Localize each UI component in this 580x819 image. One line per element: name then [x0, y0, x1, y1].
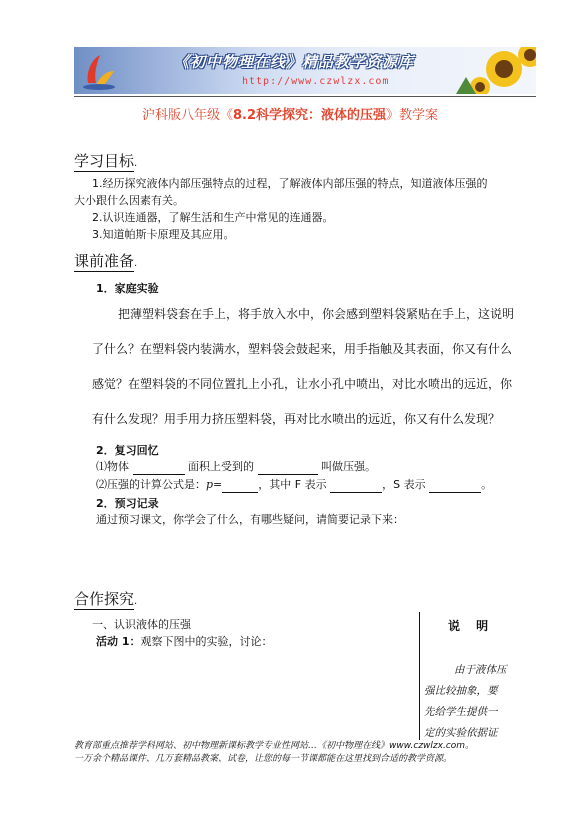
- home-exp-line-1: 把薄塑料袋套在手上，将手放入水中，你会感到塑料袋紧贴在手上，这说明: [118, 307, 515, 321]
- footer: [74, 740, 474, 766]
- footer-line-1: 教育部重点推荐学科网站、初中物理新课标教学专业性网站…《初中物理在线》www.czwlzx.com。: [74, 741, 475, 751]
- page-title: [0, 104, 580, 123]
- goal-1b: 大小跟什么因素有关。: [74, 194, 184, 207]
- answer-blank[interactable]: [258, 463, 318, 475]
- coop-heading: 合作探究.: [74, 590, 138, 608]
- preview-text: 通过预习课文，你学会了什么，有哪些疑问，请简要记录下来：: [96, 513, 404, 526]
- banner-url[interactable]: http://www.czwlzx.com: [242, 76, 390, 87]
- preview-title: 2．预习记录: [96, 497, 159, 510]
- review-q2: ⑵压强的计算公式是：p= ，其中 F 表示 ，S 表示 。: [96, 478, 493, 491]
- banner-title: 《初中物理在线》精品教学资源库: [174, 53, 415, 71]
- home-exp-line-4: 有什么发现？用手用力挤压塑料袋，再对比水喷出的远近，你又有什么发现？: [92, 412, 501, 426]
- title-prefix: 沪科版八年级《: [141, 108, 233, 123]
- review-q1: ⑴物体 面积上受到的 叫做压强。: [96, 460, 376, 473]
- home-exp-line-2: 了什么？在塑料袋内装满水，塑料袋会鼓起来，用手指触及其表面，你又有什么: [92, 342, 513, 356]
- answer-blank[interactable]: [330, 481, 382, 493]
- goal-2: 2.认识连通器，了解生活和生产中常见的连通器。: [92, 211, 334, 224]
- activity-1: 活动 1：观察下图中的实验，讨论：: [96, 635, 273, 648]
- goal-1a: 1.经历探究液体内部压强特点的过程，了解液体内部压强的特点，知道液体压强的: [92, 177, 488, 190]
- title-suffix: 》教学案: [386, 108, 439, 123]
- header-banner: [74, 47, 536, 94]
- goal-3: 3.知道帕斯卡原理及其应用。: [92, 228, 235, 241]
- header-divider: [74, 96, 536, 97]
- sunflower-icon: [456, 47, 536, 94]
- home-exp-title: 1．家庭实验: [96, 282, 159, 295]
- answer-blank[interactable]: [429, 481, 481, 493]
- home-exp-line-3: 感觉？在塑料袋的不同位置扎上小孔，让水小孔中喷出，对比水喷出的远近，你: [92, 377, 513, 391]
- goals-heading: 学习目标.: [74, 152, 138, 170]
- side-note: 由于液体压 强比较抽象，要 先给学生提供一 定的实验依据证: [424, 664, 507, 739]
- answer-blank[interactable]: [222, 481, 258, 493]
- review-title: 2．复习回忆: [96, 444, 159, 457]
- column-divider: [419, 612, 420, 740]
- part-1-title: 一、认识液体的压强: [92, 618, 191, 631]
- footer-line-2: 一万余个精品课件、几万套精品教案、试卷，让您的每一节课都能在这里找到合适的教学资源。: [74, 754, 453, 764]
- answer-blank[interactable]: [133, 463, 185, 475]
- side-note-title: 说 明: [448, 619, 495, 633]
- prep-heading: 课前准备.: [74, 252, 138, 270]
- title-chapter: 8.2科学探究：液体的压强: [232, 108, 387, 123]
- site-logo-icon: [78, 49, 120, 91]
